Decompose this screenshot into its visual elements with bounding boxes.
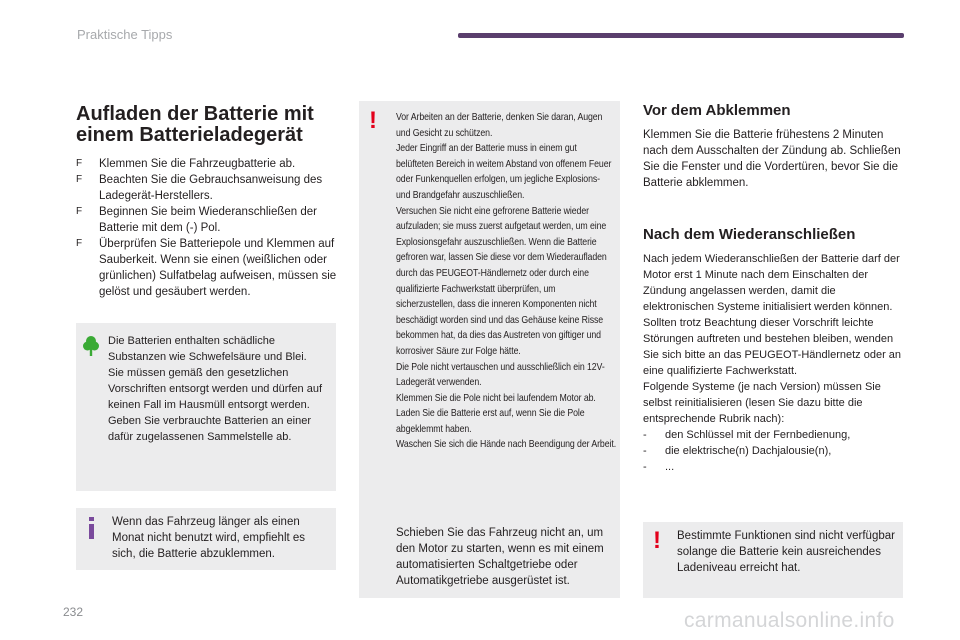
battery-warning-text: Vor Arbeiten an der Batterie, denken Sie daran, Augen und Gesicht zu schützen. Jeder Eingriff an der Batterie muss in einem gut belüfteten Bereich in weitem Abstand von offenem Feuer oder Funkenquellen erfolgen, um jegliche Explosions- und Brandgefahr auszuschließen. Versuchen Sie nicht eine gefrorene Batterie wieder aufzuladen; sie muss zuerst aufgetaut werden, um eine Explosionsgefahr auszuschließen. Wenn die Batterie gefroren war, lassen Sie diese vor dem Wiederaufladen durch das PEUGEOT-Händlernetz oder durch eine qualifizierte Fachwerkstatt überprüfen, um sicherzustellen, dass die inneren Komponenten nicht beschädigt worden sind und das Gehäuse keine Risse bekommen hat, da dies das Austreten von giftiger und korrosiver Säure zur Folge hätte. Die Pole nicht vertauschen und ausschließlich ein 12V-Ladegerät verwenden. Klemmen Sie die Pole nicht bei laufendem Motor ab. Laden Sie die Batterie erst auf, wenn Sie die Pole abgeklemmt haben. Waschen Sie sich die Hände nach Beendigung der Arbeit. [396,112,617,451]
before-disconnect-title: Vor dem Abklemmen [643,102,791,119]
left-column [76,104,338,300]
info-icon [88,517,96,539]
info-note-text: Wenn das Fahrzeug länger als einen Monat nicht benutzt wird, empfiehlt es sich, die Batterie abzuklemmen. [112,516,306,560]
page-title [76,104,338,146]
after-reconnect-title: Nach dem Wiederanschließen [643,226,856,243]
dash-marker: - [643,445,647,457]
info-note-box [76,508,336,570]
before-disconnect-text: Klemmen Sie die Batterie frühestens 2 Minuten nach dem Ausschalten der Zündung ab. Schließen Sie die Fenster und die Vordertüren, bevor Sie die Batterie abklemmen. [643,129,901,189]
bullet-marker: F [76,238,83,249]
list-item: F Überprüfen Sie Batteriepole und Klemmen auf Sauberkeit. Wenn sie einen (weißlichen oder grünlichen) Sulfatbelag aufweisen, müssen sie gelöst und gesäubert werden. [76,238,337,298]
warning-exclamation-icon: ! [653,527,661,554]
warning-exclamation-icon: ! [369,107,377,134]
reinit-text: Folgende Systeme (je nach Version) müssen Sie selbst reinitialisieren (lesen Sie dazu bitte die entsprechende Rubrik nach): [643,381,881,425]
dash-marker: - [643,461,647,473]
dash-marker: - [643,429,647,441]
section-title: Praktische Tipps [77,27,173,42]
watermark: carmanualsonline.info [684,609,895,632]
list-item: - ... [643,461,675,473]
header-accent-bar [458,33,904,38]
list-item: F Beachten Sie die Gebrauchsanweisung des Ladegerät-Herstellers. [76,174,323,202]
charging-steps-list [76,156,338,300]
page-number: 232 [63,605,84,619]
list-item: F Beginnen Sie beim Wiederanschließen der Batterie mit dem (-) Pol. [76,206,317,234]
environment-note-text: Die Batterien enthalten schädliche Substanzen wie Schwefelsäure und Blei. Sie müssen gemäß den gesetzlichen Vorschriften entsorgt werden und dürfen auf keinen Fall im Hausmüll entsorgt werden. Geben Sie verbrauchte Batterien an einer dafür zugelassenen Sammelstelle ab. [108,335,323,443]
push-start-note: Schieben Sie das Fahrzeug nicht an, um den Motor zu starten, wenn es mit einem automatisierten Schaltgetriebe oder Automatikgetriebe ausgerüstet ist. [396,527,604,587]
right-column [643,102,905,191]
after-reconnect-text: Nach jedem Wiederanschließen der Batterie darf der Motor erst 1 Minute nach dem Einschalten der Zündung angelassen werden, damit die elektronischen Systeme initialisiert werden können. Sollten trotz Beachtung dieser Vorschrift leichte Störungen auftreten und bestehen bleiben, wenden Sie sich bitte an das PEUGEOT-Händlernetz oder an eine qualifizierte Fachwerkstatt. [643,253,902,377]
bullet-marker: F [76,158,83,169]
bullet-marker: F [76,174,83,185]
list-item: - den Schlüssel mit der Fernbedienung, [643,429,851,441]
environment-note-box [76,323,336,491]
page-title-line-1: Aufladen der Batterie mit [76,103,314,125]
bullet-marker: F [76,206,83,217]
list-item: F Klemmen Sie die Fahrzeugbatterie ab. [76,158,296,170]
page-title-line-2: einem Batterieladegerät [76,124,303,146]
function-warning-text: Bestimmte Funktionen sind nicht verfügbar solange die Batterie kein ausreichendes Ladeniveau erreicht hat. [677,530,895,574]
tree-icon [83,335,99,357]
function-warning-box [643,522,903,598]
list-item: - die elektrische(n) Dachjalousie(n), [643,445,832,457]
after-reconnect-section [643,226,905,475]
